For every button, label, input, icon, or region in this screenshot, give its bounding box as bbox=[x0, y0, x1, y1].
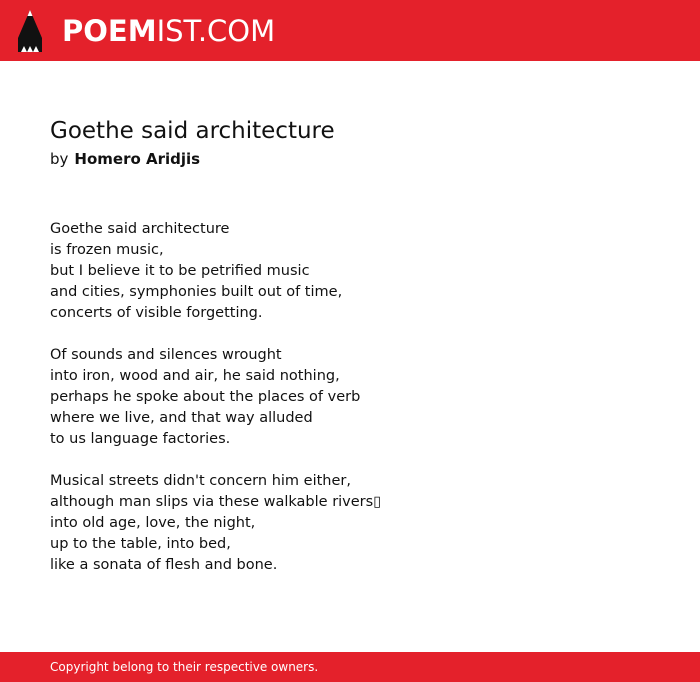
poem-line: up to the table, into bed, bbox=[50, 536, 231, 552]
poem-body bbox=[50, 219, 650, 597]
poem-line: like a sonata of flesh and bone. bbox=[50, 557, 278, 573]
poem-line: where we live, and that way alluded bbox=[50, 410, 313, 426]
poem-line: although man slips via these walkable rivers▯ bbox=[50, 494, 382, 510]
logo-wordmark bbox=[62, 10, 275, 52]
poem-line: is frozen music, bbox=[50, 242, 164, 258]
pencil-tip-icon bbox=[18, 10, 42, 52]
poem-line: Goethe said architecture bbox=[50, 221, 230, 237]
poem-line: into old age, love, the night, bbox=[50, 515, 256, 531]
poem-byline bbox=[50, 148, 200, 170]
poem-line: perhaps he spoke about the places of verb bbox=[50, 389, 361, 405]
copyright-text: Copyright belong to their respective owners. bbox=[50, 660, 319, 674]
poem-stanza bbox=[50, 345, 650, 450]
logo-wordmark-light: IST.COM bbox=[156, 14, 276, 48]
poem-line: concerts of visible forgetting. bbox=[50, 305, 263, 321]
poem-line: into iron, wood and air, he said nothing, bbox=[50, 368, 340, 384]
site-footer bbox=[0, 652, 700, 682]
poem-title: Goethe said architecture bbox=[50, 118, 335, 144]
poem-line: Of sounds and silences wrought bbox=[50, 347, 282, 363]
poem-author: Homero Aridjis bbox=[74, 150, 201, 168]
byline-prefix: by bbox=[50, 150, 69, 168]
poem-line: Musical streets didn't concern him either, bbox=[50, 473, 351, 489]
poem-stanza bbox=[50, 471, 650, 576]
logo-wordmark-strong: POEM bbox=[62, 14, 157, 48]
site-logo[interactable] bbox=[18, 10, 275, 52]
site-header bbox=[0, 0, 700, 61]
poem-line: but I believe it to be petrified music bbox=[50, 263, 310, 279]
poem-stanza bbox=[50, 219, 650, 324]
poem-line: and cities, symphonies built out of time, bbox=[50, 284, 343, 300]
poem-line: to us language factories. bbox=[50, 431, 231, 447]
